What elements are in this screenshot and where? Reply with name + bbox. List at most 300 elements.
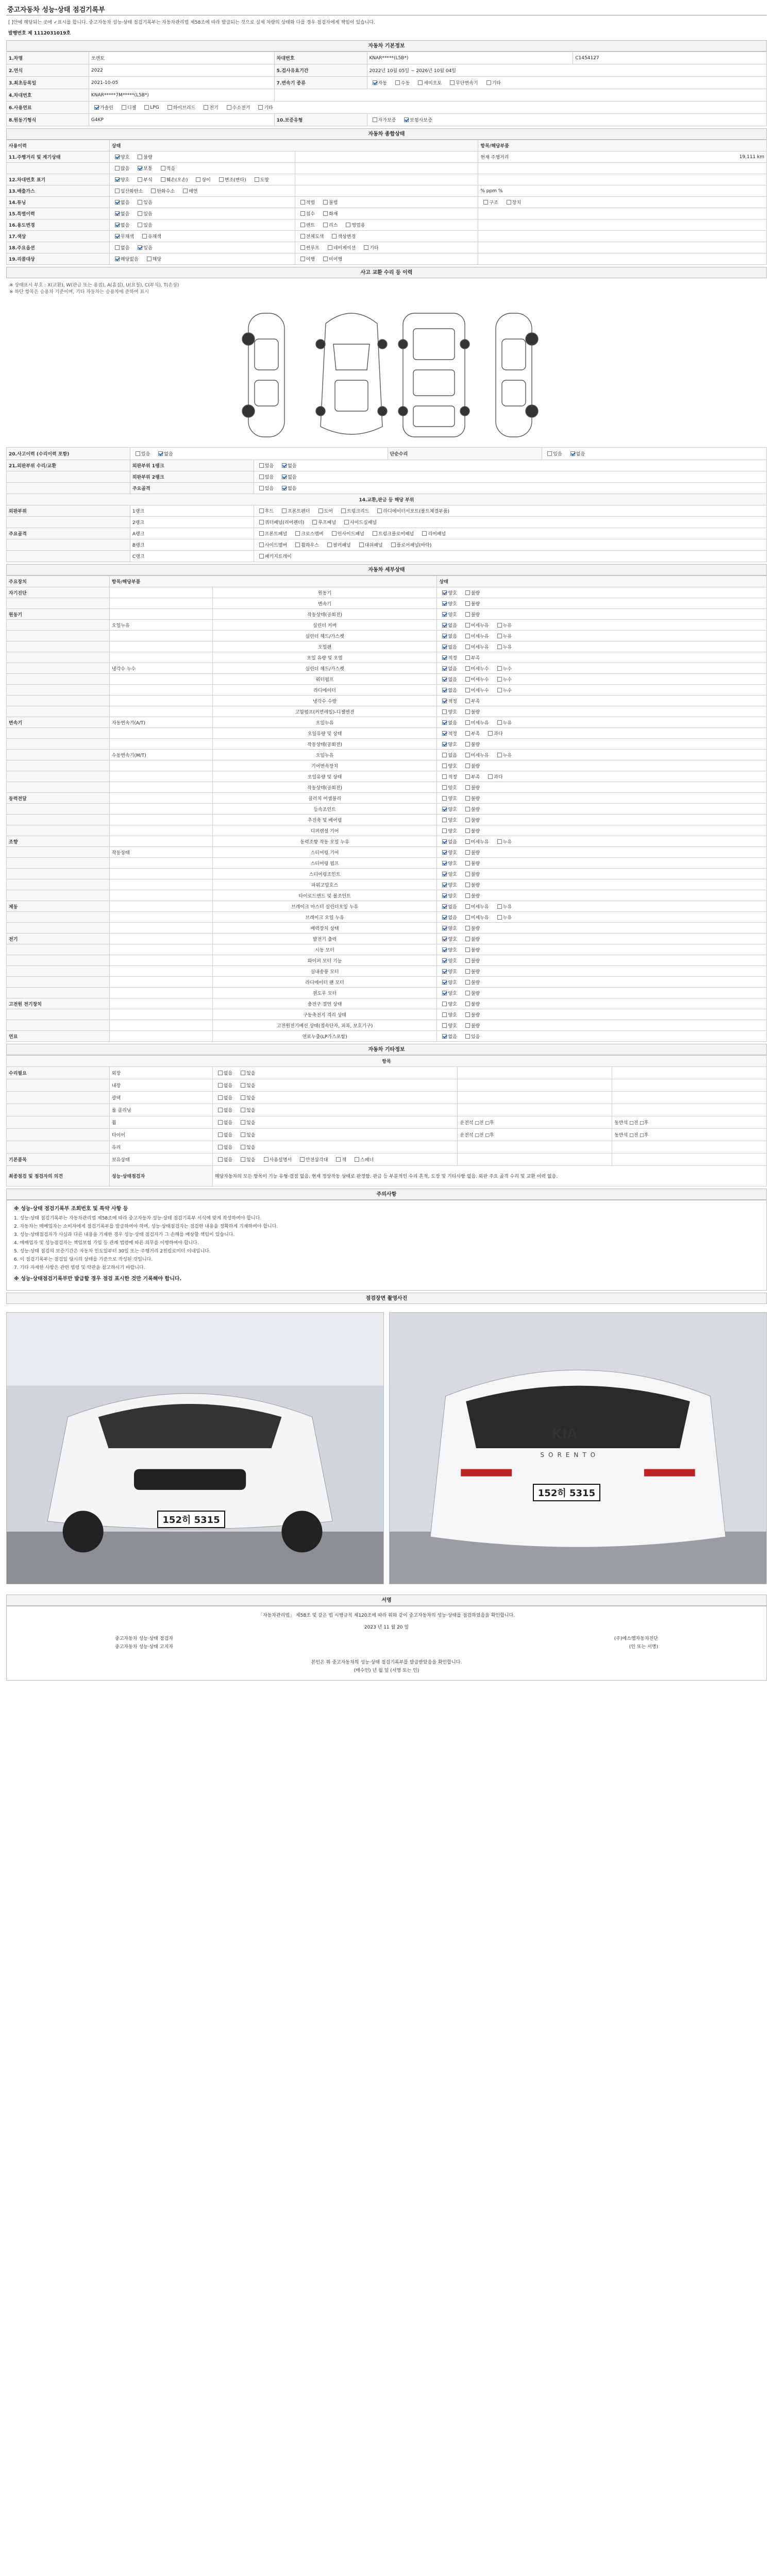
- checkbox[interactable]: [300, 223, 305, 227]
- checkbox[interactable]: [442, 666, 447, 671]
- checkbox-option[interactable]: [544, 450, 562, 457]
- checkbox[interactable]: [94, 105, 99, 110]
- checkbox-option[interactable]: [215, 1156, 232, 1163]
- checkbox[interactable]: [241, 1083, 245, 1088]
- checkbox-option[interactable]: [439, 611, 457, 618]
- checkbox-option[interactable]: [494, 838, 512, 845]
- checkbox[interactable]: [336, 1157, 341, 1162]
- checkbox-option[interactable]: [135, 154, 152, 160]
- checkbox-option[interactable]: [112, 233, 134, 240]
- checkbox[interactable]: [142, 234, 147, 239]
- checkbox-option[interactable]: [485, 773, 502, 780]
- checkbox-option[interactable]: [261, 1156, 292, 1163]
- checkbox-option[interactable]: [447, 79, 478, 86]
- checkbox-option[interactable]: [462, 665, 489, 672]
- checkbox-option[interactable]: [215, 1082, 232, 1089]
- checkbox-option[interactable]: [361, 244, 378, 251]
- checkbox-option[interactable]: [215, 1094, 232, 1101]
- checkbox[interactable]: [442, 839, 447, 844]
- checkbox-option[interactable]: [112, 210, 129, 217]
- checkbox[interactable]: [442, 709, 447, 714]
- checkbox-option[interactable]: [193, 176, 210, 183]
- checkbox-option[interactable]: [439, 1001, 457, 1007]
- checkbox[interactable]: [115, 177, 120, 182]
- checkbox-option[interactable]: [439, 925, 457, 931]
- checkbox-option[interactable]: [462, 773, 480, 780]
- checkbox[interactable]: [136, 451, 140, 456]
- checkbox-option[interactable]: [494, 687, 512, 693]
- checkbox-option[interactable]: [439, 600, 457, 607]
- checkbox[interactable]: [497, 666, 502, 671]
- checkbox-option[interactable]: [439, 990, 457, 996]
- checkbox[interactable]: [442, 764, 447, 768]
- checkbox-option[interactable]: [325, 244, 356, 251]
- checkbox-option[interactable]: [200, 104, 218, 111]
- checkbox[interactable]: [219, 177, 224, 182]
- checkbox[interactable]: [355, 1157, 359, 1162]
- checkbox[interactable]: [241, 1157, 245, 1162]
- checkbox[interactable]: [442, 969, 447, 974]
- checkbox[interactable]: [450, 80, 455, 85]
- checkbox[interactable]: [483, 200, 488, 205]
- checkbox-option[interactable]: [439, 1011, 457, 1018]
- checkbox[interactable]: [465, 893, 470, 898]
- checkbox[interactable]: [341, 509, 346, 513]
- checkbox[interactable]: [218, 1120, 223, 1125]
- checkbox-option[interactable]: [238, 1131, 255, 1138]
- checkbox[interactable]: [488, 774, 493, 779]
- checkbox-option[interactable]: [148, 188, 175, 194]
- checkbox[interactable]: [465, 666, 470, 671]
- checkbox[interactable]: [497, 688, 502, 692]
- checkbox[interactable]: [442, 645, 447, 649]
- checkbox[interactable]: [122, 105, 126, 110]
- checkbox-option[interactable]: [279, 507, 310, 514]
- checkbox-option[interactable]: [256, 530, 287, 537]
- checkbox-option[interactable]: [462, 946, 480, 953]
- checkbox-option[interactable]: [494, 676, 512, 683]
- checkbox[interactable]: [497, 645, 502, 649]
- checkbox-option[interactable]: [462, 1022, 480, 1029]
- checkbox-option[interactable]: [439, 936, 457, 942]
- checkbox-option[interactable]: [256, 553, 292, 560]
- checkbox[interactable]: [497, 839, 502, 844]
- checkbox[interactable]: [115, 234, 120, 239]
- checkbox[interactable]: [328, 245, 332, 250]
- checkbox[interactable]: [442, 1012, 447, 1017]
- checkbox-option[interactable]: [439, 730, 457, 737]
- checkbox[interactable]: [465, 796, 470, 801]
- checkbox[interactable]: [346, 223, 350, 227]
- checkbox-option[interactable]: [462, 654, 480, 661]
- checkbox[interactable]: [442, 947, 447, 952]
- checkbox[interactable]: [465, 828, 470, 833]
- checkbox[interactable]: [442, 623, 447, 628]
- checkbox[interactable]: [442, 590, 447, 595]
- checkbox-option[interactable]: [351, 1156, 374, 1163]
- checkbox-option[interactable]: [462, 676, 489, 683]
- checkbox-option[interactable]: [297, 210, 315, 217]
- checkbox[interactable]: [115, 257, 120, 261]
- checkbox-option[interactable]: [494, 665, 512, 672]
- checkbox[interactable]: [323, 223, 328, 227]
- checkbox[interactable]: [183, 189, 188, 193]
- checkbox[interactable]: [465, 699, 470, 703]
- checkbox[interactable]: [507, 200, 511, 205]
- checkbox[interactable]: [300, 200, 305, 205]
- checkbox-option[interactable]: [439, 708, 457, 715]
- checkbox[interactable]: [465, 883, 470, 887]
- checkbox[interactable]: [144, 105, 149, 110]
- checkbox[interactable]: [282, 486, 287, 490]
- checkbox[interactable]: [332, 234, 337, 239]
- checkbox-option[interactable]: [439, 882, 457, 888]
- checkbox-option[interactable]: [439, 665, 457, 672]
- checkbox[interactable]: [422, 531, 427, 536]
- checkbox-option[interactable]: [439, 892, 457, 899]
- checkbox-option[interactable]: [439, 633, 457, 639]
- checkbox-option[interactable]: [112, 199, 129, 206]
- checkbox-option[interactable]: [392, 79, 410, 86]
- checkbox-option[interactable]: [333, 1156, 346, 1163]
- checkbox-option[interactable]: [112, 256, 139, 262]
- checkbox-option[interactable]: [439, 589, 457, 596]
- checkbox-option[interactable]: [343, 222, 365, 228]
- checkbox[interactable]: [442, 893, 447, 898]
- checkbox[interactable]: [115, 223, 120, 227]
- checkbox-option[interactable]: [112, 176, 129, 183]
- checkbox-option[interactable]: [164, 104, 195, 111]
- checkbox-option[interactable]: [279, 485, 296, 492]
- checkbox[interactable]: [442, 904, 447, 909]
- checkbox-option[interactable]: [369, 79, 387, 86]
- checkbox[interactable]: [442, 634, 447, 638]
- checkbox-option[interactable]: [439, 806, 457, 812]
- checkbox-option[interactable]: [485, 730, 502, 737]
- checkbox[interactable]: [465, 861, 470, 866]
- checkbox-option[interactable]: [297, 244, 320, 251]
- checkbox[interactable]: [465, 590, 470, 595]
- checkbox[interactable]: [497, 720, 502, 725]
- checkbox[interactable]: [442, 926, 447, 930]
- checkbox-option[interactable]: [480, 199, 498, 206]
- checkbox-option[interactable]: [462, 838, 489, 845]
- checkbox-option[interactable]: [439, 817, 457, 823]
- checkbox-option[interactable]: [462, 968, 480, 975]
- checkbox[interactable]: [241, 1132, 245, 1137]
- checkbox[interactable]: [465, 969, 470, 974]
- checkbox-option[interactable]: [238, 1144, 255, 1150]
- checkbox-option[interactable]: [238, 1156, 255, 1163]
- checkbox-option[interactable]: [215, 1119, 232, 1126]
- checkbox[interactable]: [282, 509, 287, 513]
- checkbox[interactable]: [442, 850, 447, 855]
- checkbox[interactable]: [465, 1034, 470, 1039]
- checkbox-option[interactable]: [238, 1119, 255, 1126]
- checkbox-option[interactable]: [415, 79, 442, 86]
- checkbox[interactable]: [442, 688, 447, 692]
- checkbox-option[interactable]: [279, 473, 296, 480]
- checkbox-option[interactable]: [256, 462, 274, 469]
- checkbox[interactable]: [442, 828, 447, 833]
- checkbox-option[interactable]: [462, 882, 480, 888]
- checkbox[interactable]: [442, 655, 447, 660]
- checkbox[interactable]: [465, 720, 470, 725]
- checkbox[interactable]: [497, 915, 502, 920]
- checkbox-option[interactable]: [439, 946, 457, 953]
- checkbox-option[interactable]: [462, 687, 489, 693]
- checkbox-option[interactable]: [329, 530, 364, 537]
- checkbox-option[interactable]: [324, 541, 351, 548]
- checkbox[interactable]: [442, 861, 447, 866]
- checkbox[interactable]: [312, 520, 317, 524]
- checkbox[interactable]: [547, 451, 552, 456]
- checkbox[interactable]: [241, 1120, 245, 1125]
- checkbox-option[interactable]: [462, 957, 480, 964]
- checkbox-option[interactable]: [462, 817, 480, 823]
- checkbox[interactable]: [465, 872, 470, 876]
- checkbox[interactable]: [395, 80, 400, 85]
- checkbox[interactable]: [323, 211, 328, 216]
- checkbox[interactable]: [158, 451, 163, 456]
- checkbox-option[interactable]: [494, 643, 512, 650]
- checkbox-option[interactable]: [141, 105, 159, 110]
- checkbox-option[interactable]: [144, 256, 161, 262]
- checkbox-option[interactable]: [439, 914, 457, 921]
- checkbox-option[interactable]: [462, 730, 480, 737]
- checkbox[interactable]: [258, 105, 263, 110]
- checkbox-option[interactable]: [567, 450, 585, 457]
- checkbox[interactable]: [115, 155, 120, 159]
- checkbox[interactable]: [442, 753, 447, 757]
- checkbox-option[interactable]: [462, 795, 480, 802]
- checkbox-option[interactable]: [320, 222, 338, 228]
- checkbox[interactable]: [196, 177, 200, 182]
- checkbox-option[interactable]: [119, 104, 136, 111]
- checkbox-option[interactable]: [439, 1033, 457, 1040]
- checkbox-option[interactable]: [439, 622, 457, 629]
- checkbox-option[interactable]: [401, 116, 432, 123]
- checkbox[interactable]: [465, 937, 470, 941]
- checkbox-option[interactable]: [155, 450, 173, 457]
- checkbox-option[interactable]: [462, 936, 480, 942]
- checkbox[interactable]: [442, 1034, 447, 1039]
- checkbox[interactable]: [332, 531, 337, 536]
- checkbox-option[interactable]: [215, 1070, 232, 1076]
- checkbox[interactable]: [465, 1002, 470, 1006]
- checkbox-option[interactable]: [462, 1033, 480, 1040]
- checkbox[interactable]: [138, 155, 142, 159]
- checkbox-option[interactable]: [439, 676, 457, 683]
- checkbox[interactable]: [442, 601, 447, 606]
- checkbox-option[interactable]: [135, 222, 152, 228]
- checkbox[interactable]: [282, 474, 287, 479]
- checkbox[interactable]: [465, 904, 470, 909]
- checkbox-option[interactable]: [135, 176, 152, 183]
- checkbox[interactable]: [218, 1071, 223, 1075]
- checkbox-option[interactable]: [439, 968, 457, 975]
- checkbox-option[interactable]: [439, 849, 457, 856]
- checkbox[interactable]: [373, 117, 377, 122]
- checkbox-option[interactable]: [439, 957, 457, 964]
- checkbox-option[interactable]: [309, 519, 336, 526]
- checkbox[interactable]: [465, 839, 470, 844]
- checkbox-option[interactable]: [112, 154, 129, 160]
- checkbox[interactable]: [497, 623, 502, 628]
- checkbox-option[interactable]: [462, 784, 480, 791]
- checkbox-option[interactable]: [238, 1107, 255, 1113]
- checkbox[interactable]: [300, 1157, 305, 1162]
- checkbox[interactable]: [295, 543, 300, 547]
- checkbox[interactable]: [465, 709, 470, 714]
- checkbox[interactable]: [115, 189, 120, 193]
- checkbox[interactable]: [300, 257, 305, 261]
- checkbox[interactable]: [218, 1157, 223, 1162]
- checkbox[interactable]: [465, 774, 470, 779]
- checkbox-option[interactable]: [112, 222, 129, 228]
- checkbox[interactable]: [300, 211, 305, 216]
- checkbox[interactable]: [364, 245, 368, 250]
- checkbox[interactable]: [497, 677, 502, 682]
- checkbox-option[interactable]: [255, 104, 273, 111]
- checkbox-option[interactable]: [462, 752, 489, 758]
- checkbox[interactable]: [465, 645, 470, 649]
- checkbox-option[interactable]: [315, 507, 333, 514]
- checkbox[interactable]: [241, 1071, 245, 1075]
- checkbox[interactable]: [115, 245, 120, 250]
- checkbox[interactable]: [138, 211, 142, 216]
- checkbox[interactable]: [147, 257, 152, 261]
- checkbox-option[interactable]: [462, 860, 480, 867]
- checkbox[interactable]: [465, 915, 470, 920]
- checkbox[interactable]: [300, 234, 305, 239]
- checkbox-option[interactable]: [91, 104, 113, 111]
- checkbox-option[interactable]: [112, 165, 129, 172]
- checkbox[interactable]: [259, 554, 264, 558]
- checkbox-option[interactable]: [462, 708, 480, 715]
- checkbox-option[interactable]: [462, 1011, 480, 1018]
- checkbox[interactable]: [465, 677, 470, 682]
- checkbox-option[interactable]: [419, 530, 446, 537]
- checkbox-option[interactable]: [503, 199, 521, 206]
- checkbox-option[interactable]: [135, 199, 152, 206]
- checkbox[interactable]: [418, 80, 423, 85]
- checkbox[interactable]: [442, 818, 447, 822]
- checkbox[interactable]: [241, 1108, 245, 1112]
- checkbox-option[interactable]: [462, 979, 480, 986]
- checkbox[interactable]: [259, 509, 264, 513]
- checkbox-option[interactable]: [341, 519, 377, 526]
- checkbox-option[interactable]: [462, 600, 480, 607]
- checkbox[interactable]: [442, 958, 447, 963]
- checkbox-option[interactable]: [439, 773, 457, 780]
- checkbox[interactable]: [218, 1083, 223, 1088]
- checkbox[interactable]: [442, 796, 447, 801]
- checkbox-option[interactable]: [439, 979, 457, 986]
- checkbox-option[interactable]: [462, 892, 480, 899]
- checkbox[interactable]: [465, 742, 470, 747]
- checkbox[interactable]: [138, 166, 142, 171]
- checkbox-option[interactable]: [139, 233, 161, 240]
- checkbox[interactable]: [218, 1145, 223, 1149]
- checkbox-option[interactable]: [439, 903, 457, 910]
- checkbox-option[interactable]: [238, 1082, 255, 1089]
- checkbox-option[interactable]: [439, 838, 457, 845]
- checkbox[interactable]: [404, 117, 409, 122]
- checkbox-option[interactable]: [320, 199, 338, 206]
- checkbox[interactable]: [323, 257, 328, 261]
- checkbox-option[interactable]: [238, 1094, 255, 1101]
- checkbox-option[interactable]: [135, 210, 152, 217]
- checkbox[interactable]: [161, 177, 165, 182]
- checkbox-option[interactable]: [215, 1144, 232, 1150]
- checkbox[interactable]: [259, 474, 264, 479]
- checkbox-option[interactable]: [238, 1070, 255, 1076]
- checkbox[interactable]: [300, 245, 305, 250]
- checkbox[interactable]: [465, 926, 470, 930]
- checkbox-option[interactable]: [462, 990, 480, 996]
- checkbox[interactable]: [259, 486, 264, 490]
- checkbox[interactable]: [497, 753, 502, 757]
- checkbox[interactable]: [442, 1002, 447, 1006]
- checkbox-option[interactable]: [158, 176, 188, 183]
- checkbox[interactable]: [570, 451, 575, 456]
- checkbox-option[interactable]: [135, 165, 152, 172]
- checkbox-option[interactable]: [462, 914, 489, 921]
- checkbox[interactable]: [442, 774, 447, 779]
- checkbox[interactable]: [442, 937, 447, 941]
- checkbox[interactable]: [295, 531, 300, 536]
- checkbox[interactable]: [442, 785, 447, 790]
- checkbox[interactable]: [442, 883, 447, 887]
- checkbox[interactable]: [497, 634, 502, 638]
- checkbox[interactable]: [465, 818, 470, 822]
- checkbox-option[interactable]: [215, 1131, 232, 1138]
- checkbox[interactable]: [497, 904, 502, 909]
- checkbox-option[interactable]: [462, 741, 480, 748]
- checkbox[interactable]: [264, 1157, 268, 1162]
- checkbox-option[interactable]: [462, 622, 489, 629]
- checkbox[interactable]: [465, 601, 470, 606]
- checkbox-option[interactable]: [462, 1001, 480, 1007]
- checkbox[interactable]: [227, 105, 231, 110]
- checkbox-option[interactable]: [439, 687, 457, 693]
- checkbox-option[interactable]: [494, 914, 512, 921]
- checkbox-option[interactable]: [297, 1156, 328, 1163]
- checkbox[interactable]: [115, 166, 120, 171]
- checkbox-option[interactable]: [256, 485, 274, 492]
- checkbox[interactable]: [442, 1023, 447, 1028]
- checkbox[interactable]: [465, 850, 470, 855]
- checkbox-option[interactable]: [256, 519, 305, 526]
- checkbox[interactable]: [259, 531, 264, 536]
- checkbox[interactable]: [259, 543, 264, 547]
- checkbox-option[interactable]: [112, 188, 143, 194]
- checkbox[interactable]: [465, 764, 470, 768]
- checkbox[interactable]: [442, 731, 447, 736]
- checkbox-option[interactable]: [494, 719, 512, 726]
- checkbox-option[interactable]: [338, 507, 369, 514]
- checkbox-option[interactable]: [279, 462, 296, 469]
- checkbox-option[interactable]: [439, 784, 457, 791]
- checkbox-option[interactable]: [439, 752, 457, 758]
- checkbox[interactable]: [318, 509, 323, 513]
- checkbox-option[interactable]: [462, 611, 480, 618]
- checkbox[interactable]: [465, 947, 470, 952]
- checkbox[interactable]: [442, 612, 447, 617]
- checkbox-option[interactable]: [256, 507, 274, 514]
- checkbox[interactable]: [255, 177, 259, 182]
